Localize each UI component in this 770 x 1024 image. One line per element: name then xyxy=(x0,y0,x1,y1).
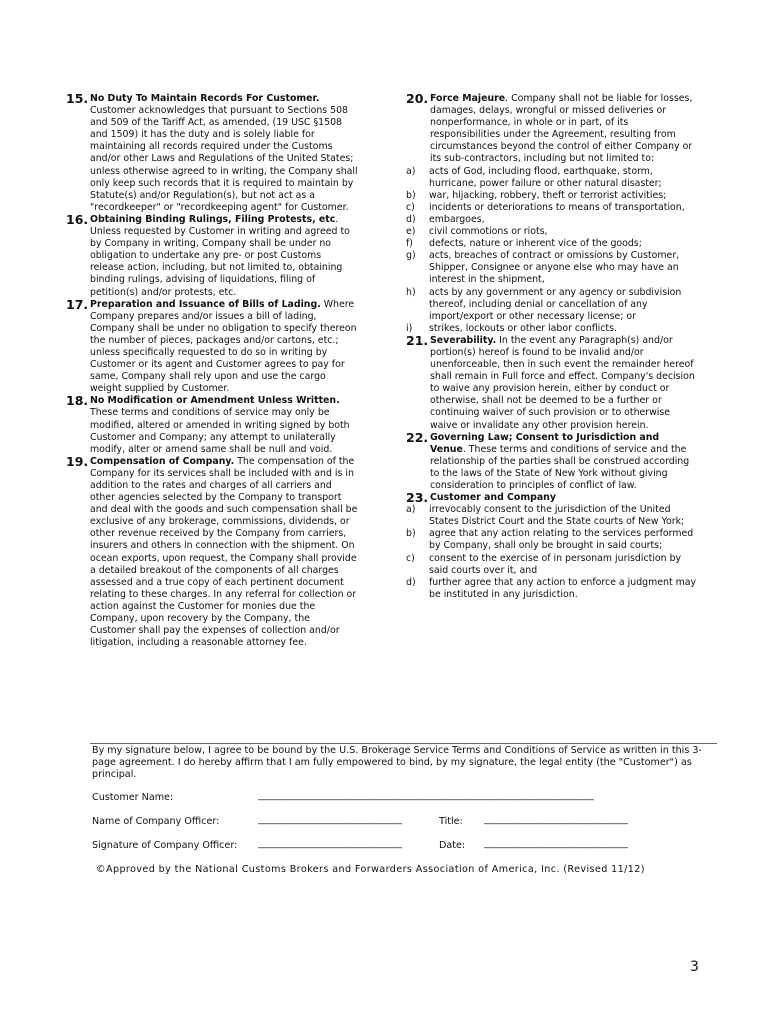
sub-clause xyxy=(406,226,698,238)
clause xyxy=(406,332,698,432)
clause xyxy=(406,429,698,492)
clause-number: 22. xyxy=(406,429,429,445)
clause-title: Compensation of Company. xyxy=(90,455,235,467)
sub-clause-letter: b) xyxy=(406,189,416,201)
sub-clause-letter: a) xyxy=(406,165,416,177)
sub-clause-text: acts of God, including flood, earthquake, storm, hurricane, power failure or other natural disaster; xyxy=(429,165,662,189)
officer-name-label: Name of Company Officer: xyxy=(92,816,220,827)
clause xyxy=(66,453,358,650)
clause xyxy=(66,395,358,455)
officer-signature-label: Signature of Company Officer: xyxy=(92,840,238,851)
page-number: 3 xyxy=(690,959,699,975)
sub-clause xyxy=(406,238,698,250)
sub-clause-letter: f) xyxy=(406,238,413,250)
left-column xyxy=(66,93,358,649)
sub-clause-letter: h) xyxy=(406,286,416,298)
clause-number: 16. xyxy=(66,211,89,227)
clause-body: In the event any Paragraph(s) and/or portion(s) hereof is found to be invalid and/or unenforceable, then in such event the remainder hereof shall remain in Full force and effect. Company's decision to waive any provision herein, either by conduct or otherwise, shall not be deemed to be a further or continuing waiver of such provision or to otherwise waive or invalidate any other provision herein. xyxy=(430,334,695,431)
date-field[interactable]: ______________________________ xyxy=(484,838,628,849)
sub-clause-text: defects, nature or inherent vice of the goods; xyxy=(429,238,642,250)
sub-clause-text: civil commotions or riots, xyxy=(429,226,548,238)
clause-body: Where Company prepares and/or issues a bill of lading, Company shall be under no obligation to specify thereon the number of pieces, packages and/or cartons, etc.; unless specifically requested to do so in writing by Customer or its agent and Customer agrees to pay for same, Company shall rely upon and use the cargo weight supplied by Customer. xyxy=(90,298,357,395)
clause-number: 17. xyxy=(66,296,89,312)
customer-name-label: Customer Name: xyxy=(92,792,174,803)
clause-number: 21. xyxy=(406,332,429,348)
sub-clause-letter: b) xyxy=(406,528,416,540)
clause-number: 20. xyxy=(406,91,429,106)
title-field[interactable]: ______________________________ xyxy=(484,814,628,825)
signature-divider xyxy=(90,743,717,744)
clause-title: Preparation and Issuance of Bills of Lading. xyxy=(90,298,321,310)
sub-clause-text: incidents or deteriorations to means of transportation, xyxy=(429,201,685,213)
clause-title: Customer and Company xyxy=(430,492,556,504)
sub-clause xyxy=(406,202,698,214)
sub-clause-letter: a) xyxy=(406,504,416,516)
officer-signature-field[interactable]: ______________________________ xyxy=(258,838,402,849)
clause-title: Governing Law; Consent to Jurisdiction and Venue xyxy=(430,431,660,455)
sub-clause-letter: c) xyxy=(406,201,415,213)
clause-title: No Modification or Amendment Unless Written. xyxy=(90,395,340,407)
sub-clause xyxy=(406,166,698,190)
customer-name-field[interactable]: ______________________________________________________________________ xyxy=(258,790,594,801)
clause-number: 15. xyxy=(66,91,89,106)
clause-number: 18. xyxy=(66,393,89,409)
sub-clause-letter: c) xyxy=(406,552,415,564)
sub-clause-letter: d) xyxy=(406,213,416,225)
sub-clause xyxy=(406,577,698,601)
sub-clause xyxy=(406,528,698,552)
sub-clause-letter: e) xyxy=(406,226,416,238)
sub-clause xyxy=(406,504,698,528)
clause xyxy=(406,93,698,166)
sub-clause xyxy=(406,287,698,323)
clause-number: 19. xyxy=(66,453,89,469)
clause-body: Customer acknowledges that pursuant to Sections 508 and 509 of the Tariff Act, as amended, (19 USC §1508 and 1509) it has the duty and is solely liable for maintaining all records required under the Customs and/or other Laws and Regulations of the United States; unless otherwise agreed to in writing, the Company shall only keep such records that it is required to maintain by Statute(s) and/or Regulation(s), but not act as a "recordkeeper" or "recordkeeping agent" for Customer. xyxy=(90,105,358,213)
clause xyxy=(66,296,358,396)
clause-body: These terms and conditions of service may only be modified, altered or amended in writing signed by both Customer and Company; any attempt to unilaterally modify, alter or amend same shall be null and void. xyxy=(90,407,350,455)
clause-title: Severability. xyxy=(430,334,497,346)
date-label: Date: xyxy=(439,840,466,851)
clause xyxy=(66,211,358,299)
sub-clause-text: war, hijacking, robbery, theft or terrorist activities; xyxy=(429,189,667,201)
sub-clause xyxy=(406,214,698,226)
agreement-text: By my signature below, I agree to be bound by the U.S. Brokerage Service Terms and Conditions of Service as written in this 3-page agreement. I do hereby affirm that I am fully empowered to bind, by my signature, the legal entity (the "Customer") as principal. xyxy=(92,745,702,781)
clause-body: . Company shall not be liable for losses, damages, delays, wrongful or missed deliveries or nonperformance, in whole or in part, of its responsibilities under the Agreement, resulting from circumstances beyond the control of either Company or its sub-contractors, including but not limited to: xyxy=(430,93,693,165)
clause-body: . These terms and conditions of service and the relationship of the parties shall be construed according to the laws of the State of New York without giving consideration to principles of conflict of law. xyxy=(430,443,690,491)
sub-clause-text: strikes, lockouts or other labor conflicts. xyxy=(429,322,617,334)
sub-clause-text: consent to the exercise of in personam jurisdiction by said courts over it, and xyxy=(429,552,682,576)
clause-title: Obtaining Binding Rulings, Filing Protests, etc xyxy=(90,213,336,225)
sub-clause-letter: d) xyxy=(406,576,416,588)
clause-body: . Unless requested by Customer in writing and agreed to by Company in writing, Company shall be under no obligation to undertake any pre- or post Customs release action, including, but not limited to, obtaining binding rulings, advising of liquidations, filing of petition(s) and/or protests, etc. xyxy=(90,213,350,298)
clause xyxy=(406,492,698,504)
sub-clause-text: further agree that any action to enforce a judgment may be instituted in any jurisdiction. xyxy=(429,576,697,600)
footer-copyright: ©Approved by the National Customs Brokers and Forwarders Association of America, Inc. (Revised 11/12) xyxy=(96,864,645,875)
sub-clause xyxy=(406,190,698,202)
officer-name-field[interactable]: ______________________________ xyxy=(258,814,402,825)
clause-title: Force Majeure xyxy=(430,93,506,104)
title-label: Title: xyxy=(439,816,463,827)
sub-clause xyxy=(406,323,698,335)
sub-clause-letter: g) xyxy=(406,250,416,262)
sub-clause xyxy=(406,250,698,286)
sub-clause-text: acts, breaches of contract or omissions by Customer, Shipper, Consignee or anyone else who may have an interest in the shipment, xyxy=(429,250,680,286)
clause-body: The compensation of the Company for its services shall be included with and is in addition to the rates and charges of all carriers and other agencies selected by the Company to transport and deal with the goods and such compensation shall be exclusive of any brokerage, commissions, dividends, or other revenue received by the Company from carriers, insurers and others in connection with the shipment. On ocean exports, upon request, the Company shall provide a detailed breakout of the components of all charges assessed and a true copy of each pertinent document relating to these charges. In any referral for collection or action against the Customer for monies due the Company, upon recovery by the Company, the Customer shall pay the expenses of collection and/or litigation, including a reasonable attorney fee. xyxy=(90,455,358,649)
sub-clause-text: irrevocably consent to the jurisdiction of the United States District Court and the State courts of New York; xyxy=(429,504,685,528)
sub-clause xyxy=(406,553,698,577)
right-column xyxy=(406,93,698,601)
sub-clause-text: embargoes, xyxy=(429,213,485,225)
clause xyxy=(66,93,358,214)
sub-clause-letter: i) xyxy=(406,322,413,334)
sub-clause-text: agree that any action relating to the services performed by Company, shall only be brought in said courts; xyxy=(429,528,694,552)
sub-clause-text: acts by any government or any agency or subdivision thereof, including denial or cancellation of any import/export or other necessary license; or xyxy=(429,286,682,322)
clause-number: 23. xyxy=(406,490,429,506)
clause-title: No Duty To Maintain Records For Customer. xyxy=(90,93,320,104)
